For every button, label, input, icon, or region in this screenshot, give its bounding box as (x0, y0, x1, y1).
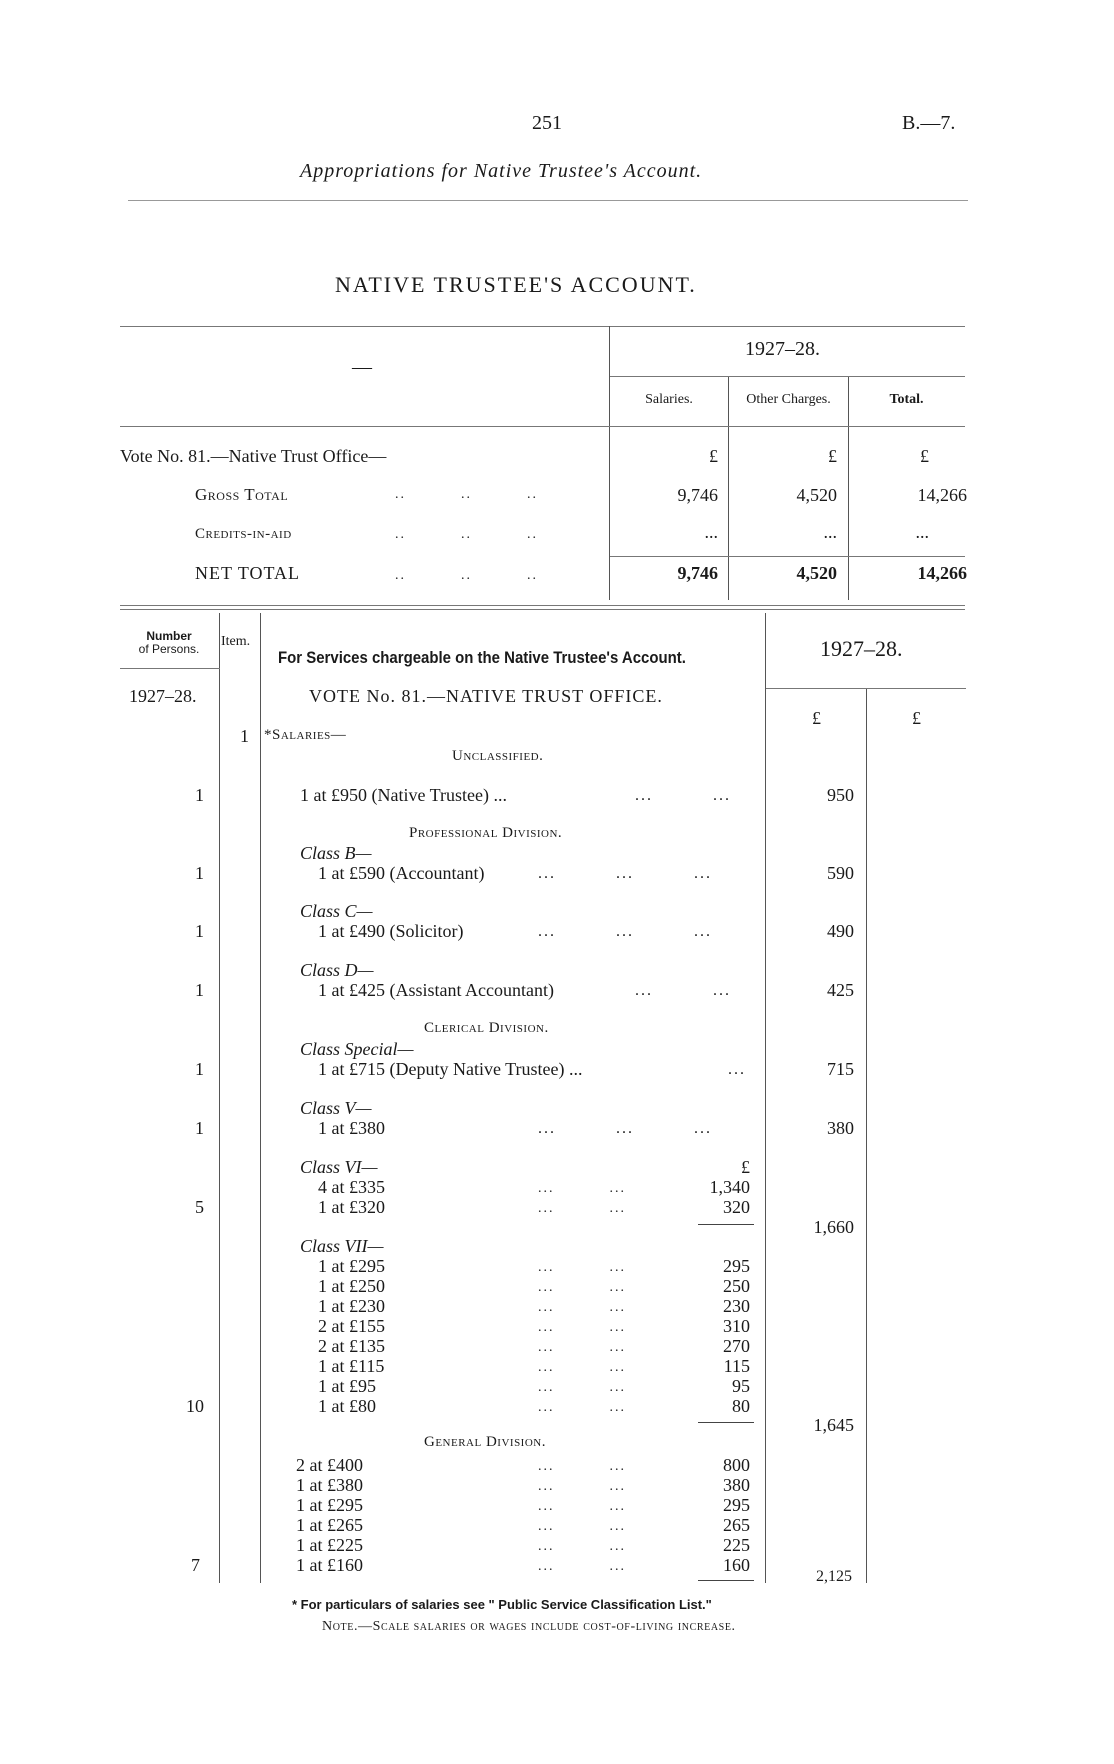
col-services: For Services chargeable on the Native Trustee's Account. (278, 648, 686, 667)
general-amount-1: 800 (723, 1455, 750, 1475)
class-c-heading: Class C— (300, 901, 373, 921)
summary-dash: — (352, 356, 372, 378)
persons-class-vii: 10 (186, 1396, 204, 1416)
class-vii-leader-8: ... ... (538, 1400, 626, 1415)
class-vii-leader-7: ... ... (538, 1380, 626, 1395)
net-other: 4,520 (796, 563, 837, 583)
leader-native-trustee: ... ... (635, 787, 731, 804)
class-vii-leader-3: ... ... (538, 1300, 626, 1315)
line-class-c: 1 at £490 (Solicitor) (318, 921, 464, 941)
net-salaries: 9,746 (677, 563, 718, 583)
class-vii-amount-3: 230 (723, 1296, 750, 1316)
general-division-heading: General Division. (424, 1434, 546, 1450)
unclassified-heading: Unclassified. (452, 748, 544, 764)
currency-other: £ (828, 446, 837, 466)
leader-class-c: ... ... ... (538, 923, 712, 940)
line-class-v: 1 at £380 (318, 1118, 385, 1138)
class-vii-line-3: 1 at £230 (318, 1296, 385, 1316)
general-line-1: 2 at £400 (296, 1455, 363, 1475)
net-total-label: NET TOTAL (195, 563, 301, 583)
running-title: Appropriations for Native Trustee's Account. (300, 160, 703, 182)
class-vii-line-4: 2 at £155 (318, 1316, 385, 1336)
footnote-star: * For particulars of salaries see " Public Service Classification List." (292, 1597, 712, 1612)
currency-left: £ (812, 708, 821, 728)
col-item: Item. (221, 634, 251, 649)
amount-class-d: 425 (827, 980, 854, 1000)
persons-class-v: 1 (195, 1118, 204, 1138)
main-title: NATIVE TRUSTEE'S ACCOUNT. (335, 272, 697, 297)
col-year: 1927–28. (820, 636, 903, 661)
credits-other: ... (823, 522, 837, 542)
gross-total-label: Gross Total (195, 485, 289, 504)
persons-class-d: 1 (195, 980, 204, 1000)
class-vii-heading: Class VII— (300, 1236, 384, 1256)
general-amount-4: 265 (723, 1515, 750, 1535)
class-vii-leader-2: ... ... (538, 1280, 626, 1295)
class-vii-leader-4: ... ... (538, 1320, 626, 1335)
footnote-note: Note.—Scale salaries or wages include cost-of-living increase. (322, 1619, 736, 1634)
page-number: 251 (532, 112, 562, 134)
class-vii-line-6: 1 at £115 (318, 1356, 385, 1376)
line-class-special: 1 at £715 (Deputy Native Trustee) ... (318, 1059, 583, 1079)
class-vii-amount-2: 250 (723, 1276, 750, 1296)
header-rule (128, 200, 968, 201)
line-native-trustee: 1 at £950 (Native Trustee) ... (300, 785, 507, 805)
persons-native-trustee: 1 (195, 785, 204, 805)
class-b-heading: Class B— (300, 843, 372, 863)
leader-class-b: ... ... ... (538, 865, 712, 882)
class-vi-subtotal: 1,660 (813, 1217, 854, 1237)
gross-salaries: 9,746 (677, 485, 718, 505)
general-line-4: 1 at £265 (296, 1515, 363, 1535)
line-class-d: 1 at £425 (Assistant Accountant) (318, 980, 554, 1000)
general-line-6: 1 at £160 (296, 1555, 363, 1575)
class-v-heading: Class V— (300, 1098, 372, 1118)
general-subtotal: 2,125 (816, 1568, 852, 1585)
general-leader-5: ... ... (538, 1539, 626, 1554)
general-amount-6: 160 (723, 1555, 750, 1575)
class-vi-heading: Class VI— (300, 1157, 378, 1177)
credits-salaries: ... (704, 522, 718, 542)
class-vi-amount-1: 1,340 (709, 1177, 750, 1197)
persons-class-special: 1 (195, 1059, 204, 1079)
class-special-heading: Class Special— (300, 1039, 414, 1059)
summary-year: 1927–28. (745, 338, 820, 360)
leader-class-v: ... ... ... (538, 1120, 712, 1137)
general-amount-5: 225 (723, 1535, 750, 1555)
vote-heading: VOTE No. 81.—NATIVE TRUST OFFICE. (309, 686, 663, 706)
class-vii-amount-8: 80 (732, 1396, 750, 1416)
amount-native-trustee: 950 (827, 785, 854, 805)
line-class-b: 1 at £590 (Accountant) (318, 863, 485, 883)
class-vi-leader-2: ... ... (538, 1201, 626, 1216)
amount-class-c: 490 (827, 921, 854, 941)
credits-in-aid-leader: .. .. .. (395, 527, 538, 542)
credits-total: ... (915, 522, 929, 542)
class-vii-line-5: 2 at £135 (318, 1336, 385, 1356)
class-vi-leader-1: ... ... (538, 1181, 626, 1196)
currency-salaries: £ (709, 446, 718, 466)
class-vii-line-7: 1 at £95 (318, 1376, 376, 1396)
class-vii-leader-5: ... ... (538, 1340, 626, 1355)
amount-class-special: 715 (827, 1059, 854, 1079)
gross-total-leader: .. .. .. (395, 487, 538, 502)
class-vii-amount-1: 295 (723, 1256, 750, 1276)
col-total: Total. (889, 392, 924, 407)
class-vii-amount-6: 115 (723, 1356, 750, 1376)
class-vii-line-8: 1 at £80 (318, 1396, 376, 1416)
salaries-heading: *Salaries— (264, 727, 347, 743)
class-vi-line-1: 4 at £335 (318, 1177, 385, 1197)
persons-general: 7 (191, 1555, 200, 1575)
class-vii-amount-5: 270 (723, 1336, 750, 1356)
credits-in-aid-label: Credits-in-aid (195, 526, 292, 542)
general-leader-4: ... ... (538, 1519, 626, 1534)
general-line-3: 1 at £295 (296, 1495, 363, 1515)
class-vii-subtotal: 1,645 (813, 1415, 854, 1435)
class-vi-line-2: 1 at £320 (318, 1197, 385, 1217)
persons-class-vi: 5 (195, 1197, 204, 1217)
currency-right: £ (912, 708, 921, 728)
class-vii-leader-1: ... ... (538, 1260, 626, 1275)
net-total: 14,266 (917, 563, 967, 583)
general-amount-3: 295 (723, 1495, 750, 1515)
general-amount-2: 380 (723, 1475, 750, 1495)
amount-class-v: 380 (827, 1118, 854, 1138)
leader-class-d: ... ... (635, 982, 731, 999)
general-leader-2: ... ... (538, 1479, 626, 1494)
general-leader-6: ... ... (538, 1559, 626, 1574)
gross-other: 4,520 (796, 485, 837, 505)
persons-class-b: 1 (195, 863, 204, 883)
class-vii-amount-4: 310 (723, 1316, 750, 1336)
class-vii-amount-7: 95 (732, 1376, 750, 1396)
gross-total: 14,266 (917, 485, 967, 505)
class-vii-line-2: 1 at £250 (318, 1276, 385, 1296)
leader-class-special: ... (728, 1061, 746, 1078)
currency-total: £ (920, 446, 929, 466)
general-line-5: 1 at £225 (296, 1535, 363, 1555)
document-code: B.—7. (902, 112, 956, 134)
class-vi-amount-2: 320 (723, 1197, 750, 1217)
col-other-charges: Other Charges. (746, 392, 831, 407)
general-leader-3: ... ... (538, 1499, 626, 1514)
amount-class-b: 590 (827, 863, 854, 883)
col-salaries: Salaries. (645, 392, 693, 407)
net-total-leader: .. .. .. (395, 568, 538, 583)
class-vii-line-1: 1 at £295 (318, 1256, 385, 1276)
persons-year: 1927–28. (129, 686, 197, 706)
professional-division-heading: Professional Division. (409, 825, 563, 841)
vote-label: Vote No. 81.—Native Trust Office— (120, 446, 387, 466)
item-number: 1 (240, 726, 249, 746)
persons-class-c: 1 (195, 921, 204, 941)
general-leader-1: ... ... (538, 1459, 626, 1474)
clerical-division-heading: Clerical Division. (424, 1020, 549, 1036)
col-persons: Number of Persons. (138, 629, 200, 656)
general-line-2: 1 at £380 (296, 1475, 363, 1495)
class-vii-leader-6: ... ... (538, 1360, 626, 1375)
class-d-heading: Class D— (300, 960, 374, 980)
class-vi-currency: £ (741, 1157, 750, 1177)
